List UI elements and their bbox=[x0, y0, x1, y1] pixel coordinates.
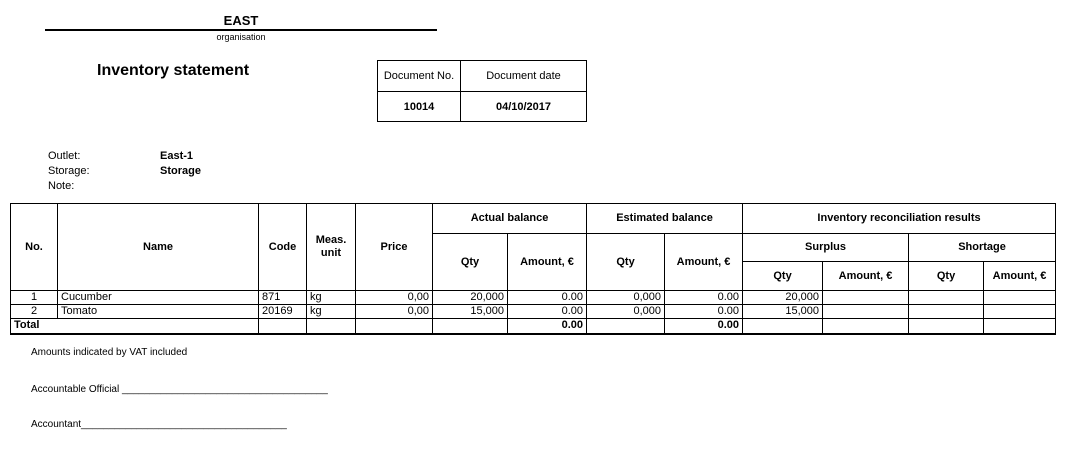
accountable-official-line: _____________________________________ bbox=[121, 384, 328, 395]
cell-code: 871 bbox=[259, 291, 307, 305]
note-row bbox=[48, 179, 201, 194]
cell-shortage-amount bbox=[984, 291, 1056, 305]
total-meas-unit-cell bbox=[307, 319, 356, 334]
cell-shortage-qty bbox=[909, 291, 984, 305]
header-shortage-qty: Qty bbox=[909, 262, 984, 291]
document-date-label: Document date bbox=[461, 61, 587, 92]
cell-actual-amount: 0.00 bbox=[508, 291, 587, 305]
header-name: Name bbox=[58, 204, 259, 291]
header-actual-amount: Amount, € bbox=[508, 234, 587, 291]
accountable-official-signature bbox=[31, 384, 328, 395]
header-code: Code bbox=[259, 204, 307, 291]
total-label: Total bbox=[11, 319, 259, 334]
storage-value: Storage bbox=[160, 165, 201, 177]
organisation-subtitle: organisation bbox=[216, 32, 266, 42]
total-estimated-qty-cell bbox=[587, 319, 665, 334]
storage-label: Storage: bbox=[48, 165, 90, 177]
header-surplus-amount: Amount, € bbox=[823, 262, 909, 291]
header-price: Price bbox=[356, 204, 433, 291]
cell-estimated-amount: 0.00 bbox=[665, 305, 743, 319]
total-estimated-amount: 0.00 bbox=[665, 319, 743, 334]
organisation-header bbox=[45, 13, 437, 42]
cell-surplus-amount bbox=[823, 291, 909, 305]
header-estimated-balance: Estimated balance bbox=[587, 204, 743, 234]
total-shortage-amount-cell bbox=[984, 319, 1056, 334]
header-no: No. bbox=[11, 204, 58, 291]
total-price-cell bbox=[356, 319, 433, 334]
header-surplus: Surplus bbox=[743, 234, 909, 262]
organisation-name: EAST bbox=[45, 13, 437, 31]
document-no-label: Document No. bbox=[378, 61, 461, 92]
total-code-cell bbox=[259, 319, 307, 334]
outlet-row bbox=[48, 149, 201, 164]
table-row bbox=[11, 291, 1056, 305]
header-meas-unit: Meas. unit bbox=[307, 204, 356, 291]
accountant-label: Accountant bbox=[31, 419, 82, 430]
header-shortage-amount: Amount, € bbox=[984, 262, 1056, 291]
total-actual-amount: 0.00 bbox=[508, 319, 587, 334]
cell-actual-qty: 15,000 bbox=[433, 305, 508, 319]
cell-no: 2 bbox=[11, 305, 58, 319]
outlet-label: Outlet: bbox=[48, 150, 81, 162]
inventory-table bbox=[10, 203, 1056, 335]
storage-row bbox=[48, 164, 201, 179]
cell-code: 20169 bbox=[259, 305, 307, 319]
header-reconciliation: Inventory reconciliation results bbox=[743, 204, 1056, 234]
total-row bbox=[11, 319, 1056, 334]
document-box bbox=[377, 60, 587, 122]
cell-price: 0,00 bbox=[356, 305, 433, 319]
cell-surplus-amount bbox=[823, 305, 909, 319]
cell-estimated-qty: 0,000 bbox=[587, 291, 665, 305]
page-title: Inventory statement bbox=[97, 62, 250, 79]
cell-name: Cucumber bbox=[58, 291, 259, 305]
vat-note: Amounts indicated by VAT included bbox=[31, 347, 188, 358]
header-estimated-amount: Amount, € bbox=[665, 234, 743, 291]
table-row bbox=[11, 305, 1056, 319]
cell-meas-unit: kg bbox=[307, 291, 356, 305]
cell-estimated-amount: 0.00 bbox=[665, 291, 743, 305]
cell-no: 1 bbox=[11, 291, 58, 305]
total-surplus-amount-cell bbox=[823, 319, 909, 334]
cell-estimated-qty: 0,000 bbox=[587, 305, 665, 319]
cell-shortage-amount bbox=[984, 305, 1056, 319]
accountant-line: _____________________________________ bbox=[81, 419, 287, 430]
cell-meas-unit: kg bbox=[307, 305, 356, 319]
header-actual-balance: Actual balance bbox=[433, 204, 587, 234]
document-no-value: 10014 bbox=[378, 92, 461, 122]
cell-surplus-qty: 15,000 bbox=[743, 305, 823, 319]
cell-actual-qty: 20,000 bbox=[433, 291, 508, 305]
document-meta bbox=[48, 149, 201, 194]
total-shortage-qty-cell bbox=[909, 319, 984, 334]
total-surplus-qty-cell bbox=[743, 319, 823, 334]
header-actual-qty: Qty bbox=[433, 234, 508, 291]
total-actual-qty-cell bbox=[433, 319, 508, 334]
cell-price: 0,00 bbox=[356, 291, 433, 305]
accountable-official-label: Accountable Official bbox=[31, 384, 122, 395]
header-estimated-qty: Qty bbox=[587, 234, 665, 291]
outlet-value: East-1 bbox=[160, 150, 194, 162]
accountant-signature bbox=[31, 419, 287, 430]
cell-shortage-qty bbox=[909, 305, 984, 319]
cell-surplus-qty: 20,000 bbox=[743, 291, 823, 305]
header-surplus-qty: Qty bbox=[743, 262, 823, 291]
header-shortage: Shortage bbox=[909, 234, 1056, 262]
document-date-value: 04/10/2017 bbox=[461, 92, 587, 122]
cell-actual-amount: 0.00 bbox=[508, 305, 587, 319]
cell-name: Tomato bbox=[58, 305, 259, 319]
note-label: Note: bbox=[48, 180, 75, 192]
